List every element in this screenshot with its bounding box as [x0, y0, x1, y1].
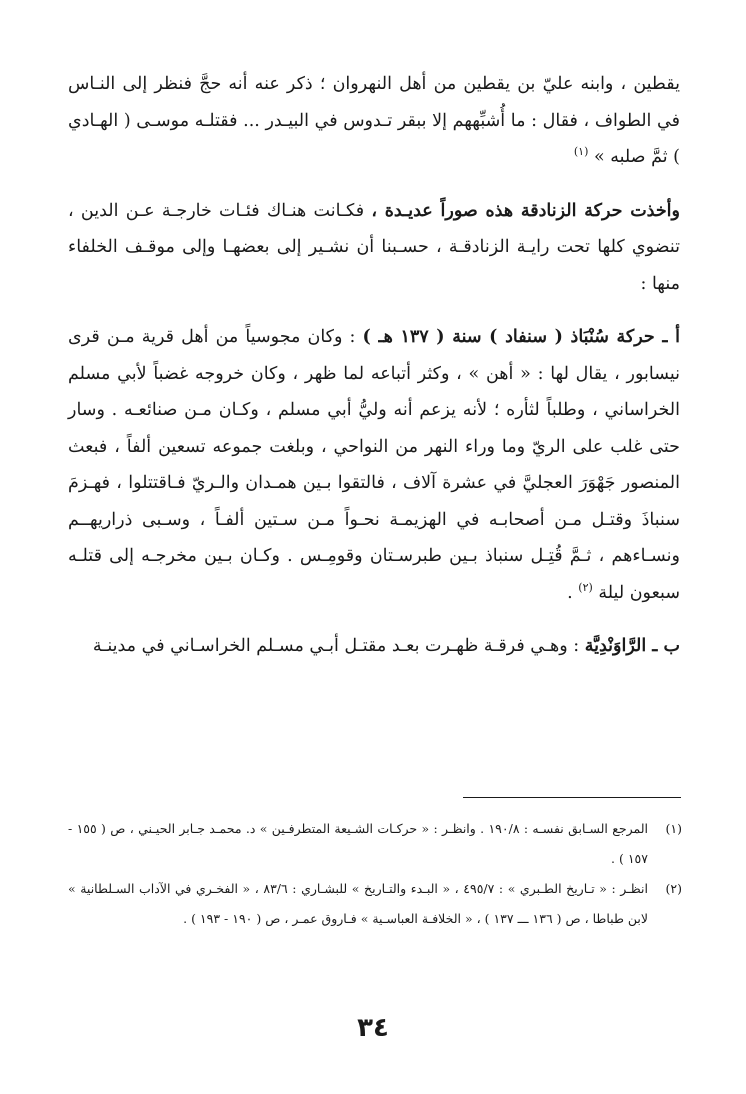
paragraph-2	[68, 193, 680, 303]
paragraph-3-text: : وكان مجوسياً من أهل قرية مـن قرى نيسابور ، يقال لها : « أهن » ، وكثر أتباعه لما ظهر ، وكان خروجه غضباً لأبي مسلم الخراساني ، وطلباً لثأره ؛ لأنه يزعم أنه وليُّ أبي مسلم ، وكـان مـن صنائعـه . وسار حتى غلب على الريّ وما وراء النهر من النواحي ، وبلغت جموعه تسعين ألفاً ، فبعث المنصور جَهْوَرَ العجليَّ في عشرة آلاف ، فالتقوا بـين همـدان والـريّ فـاقتتلوا ، فهـزمَ سنباذَ وقتـل مـن أصحابـه في الهزيمـة نحـواً مـن سـتين ألفـاً ، وسـبى ذراريهــم ونسـاءهم ، ثـمَّ قُتِـل سنباذ بـين طبرسـتان وقومِـس . وكـان بـين مخرجـه إلى قتلـه سبعون ليلة	[68, 327, 680, 603]
paragraph-1-text: يقطين ، وابنه عليّ بن يقطين من أهل النهروان ؛ ذكر عنه أنه حجَّ فنظر إلى النـاس في الطواف ، فقال : ما أُشبِّههم إلا ببقر تـدوس في البيـدر ... فقتلـه موسـى ( الهـادي ) ثمَّ صلبه »	[68, 74, 680, 167]
footnote-separator	[463, 797, 681, 798]
paragraph-3-end: .	[567, 582, 579, 603]
footnote-1	[68, 814, 682, 874]
section-heading-rawandiyya: ب ـ الرَّاوَنْدِيَّة	[584, 636, 680, 656]
footnote-ref-2: (٢)	[578, 580, 593, 594]
paragraph-2-lead: وأخذت حركة الزنادقة هذه صوراً عديـدة ،	[371, 200, 680, 221]
paragraph-1	[68, 66, 680, 176]
footnote-ref-1: (١)	[573, 145, 589, 159]
main-text	[68, 66, 680, 665]
footnote-2	[68, 874, 682, 934]
paragraph-2-text: فكـانت هنـاك فئـات خارجـة عـن الدين ، تنضوي كلها تحت رايـة الزنادقـة ، حسـبنا أن نشـير إلى بعضهـا وإلى موقـف الخلفاء منها :	[68, 200, 680, 294]
footnote-2-number: (٢)	[665, 881, 682, 896]
section-heading-sunbadh: أ ـ حركة سُنْبَاذ ( سنفاد ) سنة ( ١٣٧ هـ )	[362, 327, 680, 347]
footnote-2-text: انظـر : « تـاريخ الطـبري » : ٤٩٥/٧ ، « البـدء والتـاريخ » للبشـاري : ٨٣/٦ ، « الفخـري في الآداب السـلطانية » لابن طباطا ، ص ( ١٣٦ ـــ ١٣٧ ) ، « الخلافـة العباسـية » فـاروق عمـر ، ص ( ١٩٠ - ١٩٣ ) .	[68, 881, 648, 926]
paragraph-4	[68, 628, 680, 665]
page-number: ٣٤	[357, 1013, 389, 1043]
footnote-1-number: (١)	[665, 821, 682, 836]
footnotes	[68, 814, 682, 934]
paragraph-3	[68, 319, 680, 611]
footnote-1-text: المرجع السـابق نفسـه : ١٩٠/٨ . وانظـر : « حركـات الشـيعة المتطرفـين » د. محمـد جـابر الحيـني ، ص ( ١٥٥ - ١٥٧ ) .	[68, 821, 649, 866]
paragraph-4-text: : وهـي فرقـة ظهـرت بعـد مقتـل أبـي مسـلم الخراسـاني في مدينـة	[92, 636, 585, 656]
